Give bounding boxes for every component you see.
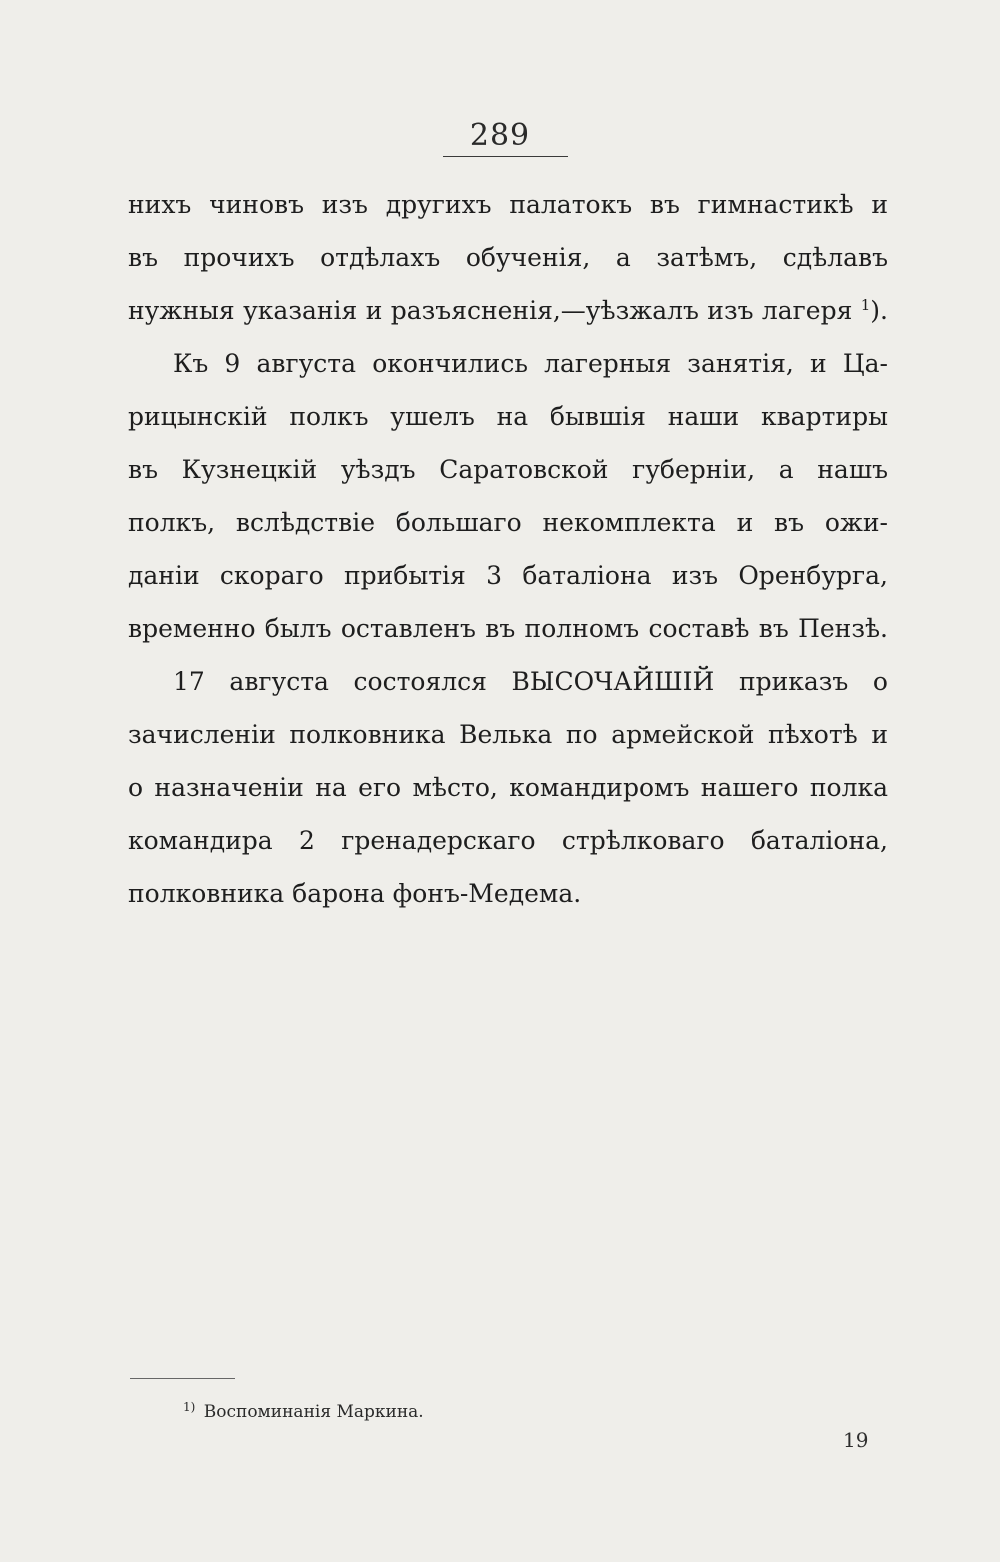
text-line: въ прочихъ отдѣлахъ обученія, а затѣмъ, сдѣлавъ [128,243,888,272]
text-line: полковника барона фонъ-Медема. [128,879,582,908]
printer-signature-mark: 19 [843,1428,869,1452]
footnote-reference: 1 [860,296,871,314]
text-line: Къ 9 августа окончились лагерныя занятія, и Ца- [173,349,888,378]
text-line: нихъ чиновъ изъ другихъ палатокъ въ гимнастикѣ и [128,190,888,219]
text-line: полкъ, вслѣдствіе большаго некомплекта и въ ожи- [128,508,888,537]
text-line: командира 2 гренадерскаго стрѣлковаго баталіона, [128,826,888,855]
text-line-end: ). [870,296,888,325]
footnote-rule [130,1378,235,1379]
footnote-mark: 1) [183,1400,196,1414]
text-line [128,284,888,337]
text-line: даніи скораго прибытія 3 баталіона изъ Оренбурга, [128,561,888,590]
footnote [183,1402,424,1422]
text-line: рицынскій полкъ ушелъ на бывшія наши квартиры [128,402,888,431]
text-line: временно былъ оставленъ въ полномъ составѣ въ Пензѣ. [128,614,888,643]
footnote-text: Воспоминанія Маркина. [203,1402,424,1422]
text-line: въ Кузнецкій уѣздъ Саратовской губерніи, а нашъ [128,455,888,484]
text-line: о назначеніи на его мѣсто, командиромъ нашего полка [128,773,888,802]
text-line: 17 августа состоялся ВЫСОЧАЙШІЙ приказъ о [173,667,888,696]
header-rule [443,156,568,157]
text-line-content: нужныя указанія и разъясненія,—уѣзжалъ изъ лагеря [128,296,853,325]
body-text [128,178,888,920]
page-number: 289 [469,118,531,153]
text-line: зачисленіи полковника Велька по армейской пѣхотѣ и [128,720,888,749]
